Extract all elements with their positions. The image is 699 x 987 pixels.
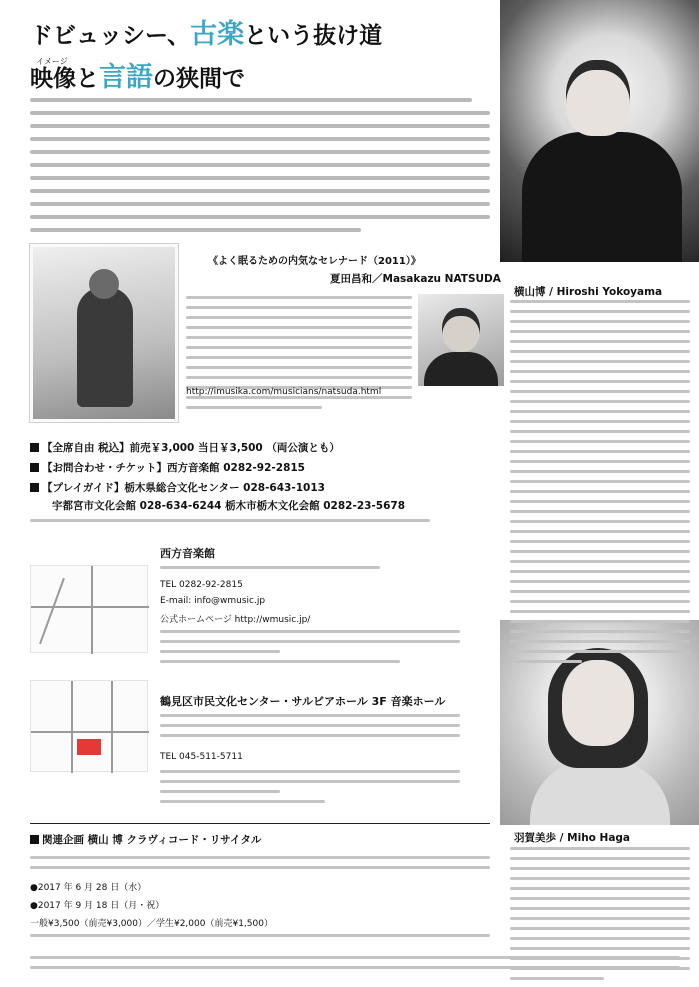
ticket-contact: 【お問合わせ・チケット】西方音楽館 0282-92-2815 <box>30 460 305 475</box>
nishikata-email[interactable]: E-mail: info@wmusic.jp <box>160 596 266 606</box>
title-line-1-text-a: ドビュッシー、 <box>30 22 191 49</box>
ticket-playguide-2: 宇都宮市文化会館 028-634-6244 栃木市栃木文化会館 0282-23-5678 <box>52 500 406 512</box>
bullet-square-icon <box>30 835 39 844</box>
yokoyama-bio <box>510 300 690 670</box>
natsuda-photo <box>418 294 504 386</box>
section-divider <box>30 823 490 824</box>
related-date-1: ●2017 年 6 月 28 日（水） <box>30 883 147 893</box>
natsuda-bio <box>186 296 412 416</box>
ticket-price: 【全席自由 税込】前売￥3,000 当日￥3,500 （両公演とも） <box>30 440 340 455</box>
tsurumi-notes <box>160 770 460 810</box>
related-contact <box>30 934 490 944</box>
nishikata-venue-name: 西方音楽館 <box>160 547 215 560</box>
nishikata-map <box>30 565 148 653</box>
haga-name: 羽賀美歩 / Miho Haga <box>514 832 631 844</box>
nishikata-website[interactable]: 公式ホームページ http://wmusic.jp/ <box>160 615 311 625</box>
title-line-2-text-a: と <box>76 65 99 92</box>
footer-credits <box>30 956 680 976</box>
tsurumi-map <box>30 680 148 772</box>
title-ruby-image: イメージ <box>36 57 68 66</box>
ticket-playguide: 【プレイガイド】栃木県総合文化センター 028-643-1013 <box>30 480 325 495</box>
tsurumi-venue-name: 鶴見区市民文化センター・サルビアホール 3F 音楽ホール <box>160 695 446 708</box>
tsurumi-tel: TEL 045-511-5711 <box>160 752 243 762</box>
related-price: 一般¥3,500（前売¥3,000）／学生¥2,000（前売¥1,500） <box>30 919 273 929</box>
nishikata-address <box>160 566 380 576</box>
natsuda-url[interactable]: http://imusika.com/musicians/natsuda.html <box>186 387 382 397</box>
yokoyama-photo <box>500 0 699 262</box>
yokoyama-name: 横山博 / Hiroshi Yokoyama <box>514 286 663 298</box>
intro-paragraph <box>30 98 490 241</box>
related-heading: 関連企画 横山 博 クラヴィコード・リサイタル <box>30 832 261 847</box>
title-accent-gengo: 言語 <box>99 62 153 93</box>
related-date-2: ●2017 年 9 月 18 日（月・祝） <box>30 901 165 911</box>
tsurumi-access <box>160 714 460 744</box>
title-line-2-text-b: の狭間で <box>153 65 245 92</box>
page-title-line-2 <box>30 55 245 94</box>
nishikata-tel: TEL 0282-92-2815 <box>160 580 243 590</box>
debussy-photo <box>30 244 178 422</box>
title-accent-kogaku: 古楽 <box>190 19 245 50</box>
title-word-eizo: イメージ 映像 <box>30 57 76 92</box>
nishikata-access <box>160 630 460 670</box>
title-line-1-text-b: という抜け道 <box>244 22 383 49</box>
sponsors-line <box>30 519 430 529</box>
bullet-square-icon <box>30 443 39 452</box>
bullet-square-icon <box>30 463 39 472</box>
page-title-line-1 <box>30 12 382 51</box>
natsuda-name: 夏田昌和／Masakazu NATSUDA <box>330 273 501 285</box>
related-program <box>30 856 490 876</box>
natsuda-work-title: 《よく眠るための内気なセレナード（2011）》 <box>208 256 421 267</box>
bullet-square-icon <box>30 483 39 492</box>
